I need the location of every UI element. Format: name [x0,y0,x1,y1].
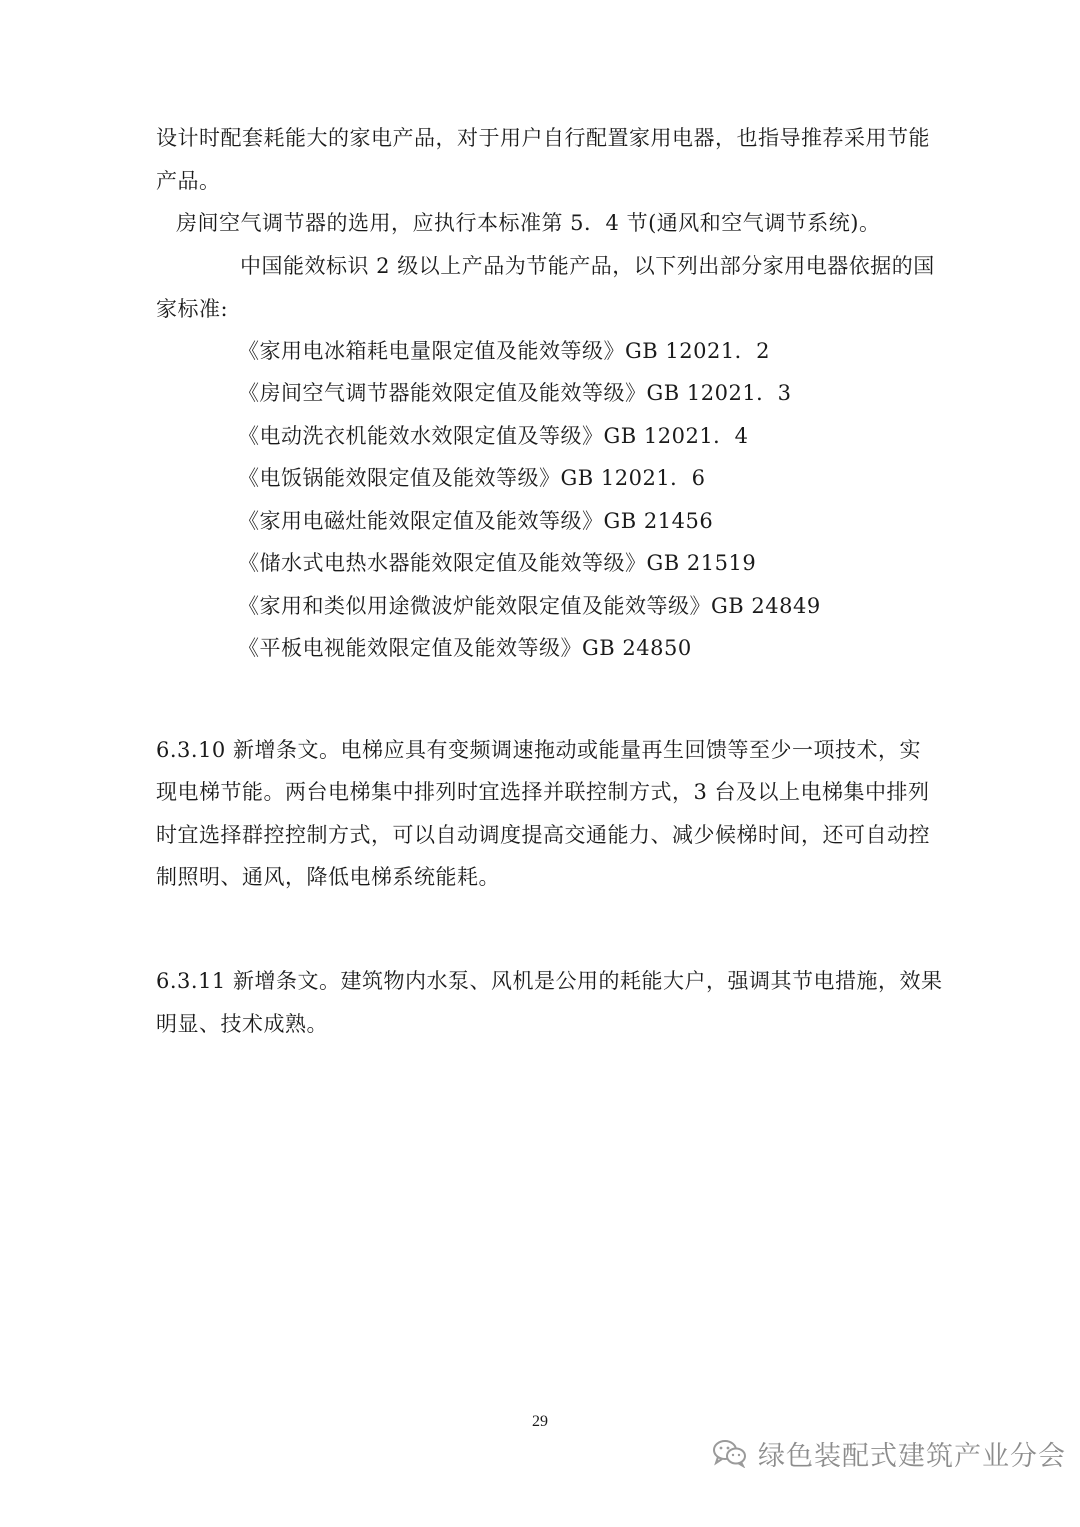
clause-line: 6.3.11 新增条文。建筑物内水泵、风机是公用的耗能大户，强调其节电措施，效果 [156,969,943,993]
body-line: 房间空气调节器的选用，应执行本标准第 5．4 节(通风和空气调节系统)。 [176,211,881,235]
body-line: 家标准: [156,297,229,321]
standard-list-item: 《电动洗衣机能效水效限定值及等级》GB 12021．4 [238,424,749,448]
body-line: 产品。 [156,169,221,193]
standard-list-item: 《家用电磁灶能效限定值及能效等级》GB 21456 [238,509,714,533]
clause-line: 6.3.10 新增条文。电梯应具有变频调速拖动或能量再生回馈等至少一项技术，实 [156,738,921,762]
clause-line: 制照明、通风，降低电梯系统能耗。 [156,865,500,889]
clause-line: 现电梯节能。两台电梯集中排列时宜选择并联控制方式，3 台及以上电梯集中排列 [156,780,930,804]
standard-list-item: 《房间空气调节器能效限定值及能效等级》GB 12021．3 [238,381,792,405]
body-line: 中国能效标识 2 级以上产品为节能产品，以下列出部分家用电器依据的国 [240,254,935,278]
standard-list-item: 《家用和类似用途微波炉能效限定值及能效等级》GB 24849 [238,594,821,618]
body-line: 设计时配套耗能大的家电产品，对于用户自行配置家用电器，也指导推荐采用节能 [156,126,930,150]
watermark-text: 绿色装配式建筑产业分会 [758,1440,1066,1472]
page-number: 29 [532,1413,548,1430]
wechat-icon [712,1438,748,1468]
clause-line: 明显、技术成熟。 [156,1012,328,1036]
watermark [712,1431,1066,1475]
standard-list-item: 《电饭锅能效限定值及能效等级》GB 12021．6 [238,466,706,490]
standard-list-item: 《平板电视能效限定值及能效等级》GB 24850 [238,636,692,660]
clause-line: 时宜选择群控控制方式，可以自动调度提高交通能力、减少候梯时间，还可自动控 [156,823,930,847]
standard-list-item: 《储水式电热水器能效限定值及能效等级》GB 21519 [238,551,757,575]
standard-list-item: 《家用电冰箱耗电量限定值及能效等级》GB 12021．2 [238,339,771,363]
